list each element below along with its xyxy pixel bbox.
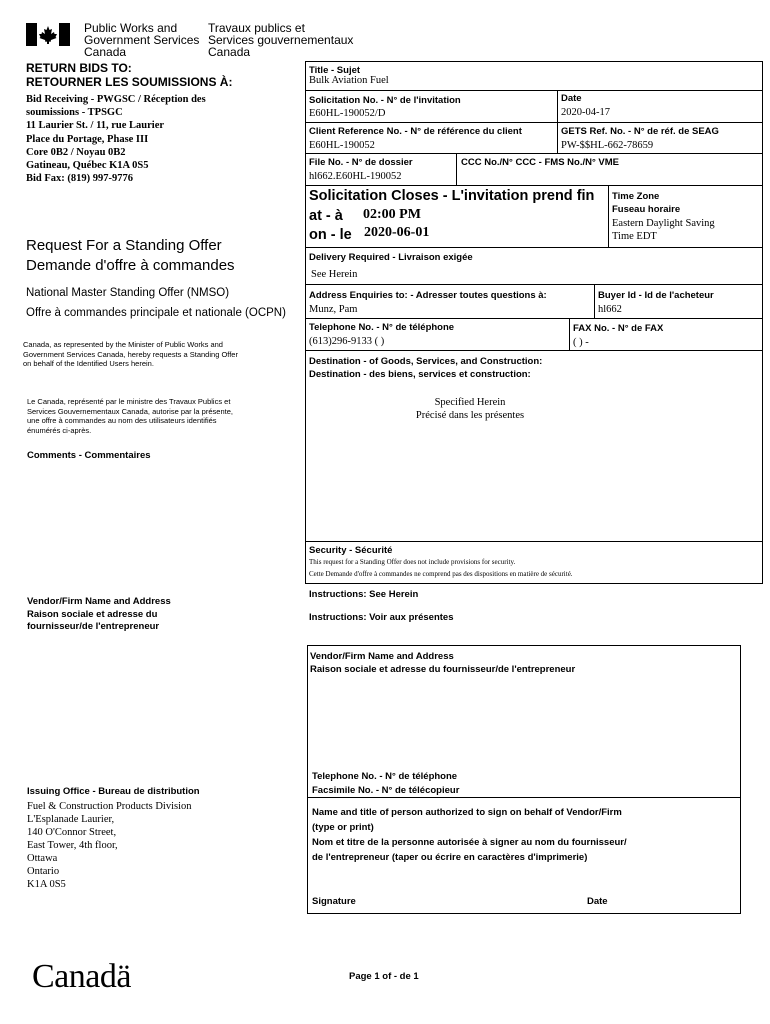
vendor-left-line: Vendor/Firm Name and Address <box>27 596 171 607</box>
date-value: 2020-04-17 <box>561 107 610 118</box>
destination-value-line: Précisé dans les présentes <box>415 410 525 421</box>
file-value: hl662.E60HL-190052 <box>309 171 402 182</box>
office-line: 140 O'Connor Street, <box>27 827 117 838</box>
at-label: at - à <box>309 208 343 224</box>
fax-label: FAX No. - N° de FAX <box>573 323 664 334</box>
telephone-value: (613)296-9133 ( ) <box>309 336 385 347</box>
signature-label: Signature <box>312 896 356 907</box>
office-line: Ontario <box>27 866 60 877</box>
offer-type-fr: Offre à commandes principale et nationale (OCPN) <box>26 307 286 319</box>
paragraph-line: Services Gouvernementaux Canada, autorise par la présente, <box>27 406 233 416</box>
page-number: Page 1 of - de 1 <box>349 971 419 982</box>
paragraph-line: on behalf of the Identified Users herein. <box>23 359 154 368</box>
vendor-facsimile-label: Facsimile No. - N° de télécopieur <box>312 785 460 796</box>
comments-label: Comments - Commentaires <box>27 450 151 461</box>
ccc-label: CCC No./N° CCC - FMS No./N° VME <box>461 157 620 168</box>
timezone-value-line: Time EDT <box>612 231 657 242</box>
dept-en-line: Government Services <box>84 33 200 47</box>
issuing-office-label: Issuing Office - Bureau de distribution <box>27 786 200 797</box>
gets-value: PW-$$HL-662-78659 <box>561 140 654 151</box>
destination-label <box>309 356 542 381</box>
address-line: Core 0B2 / Noyau 0B2 <box>26 146 126 158</box>
paragraph-line: Le Canada, représenté par le ministre des Travaux Publics et <box>27 397 231 406</box>
request-paragraph-fr <box>27 397 233 435</box>
return-bids-title-fr: RETOURNER LES SOUMISSIONS À: <box>26 75 233 89</box>
office-line: K1A 0S5 <box>27 879 66 890</box>
destination-label-line: Destination - des biens, services et construction: <box>309 368 531 380</box>
security-label: Security - Sécurité <box>309 545 393 556</box>
return-bids-title <box>26 61 232 89</box>
vendor-box-label <box>310 651 575 676</box>
client-ref-value: E60HL-190052 <box>309 140 375 151</box>
security-fr: Cette Demande d'offre à commandes ne comprend pas des dispositions en matière de sécurité. <box>309 570 573 578</box>
at-value: 02:00 PM <box>363 207 421 222</box>
address-line: soumissions - TPSGC <box>26 107 123 119</box>
instructions-fr: Instructions: Voir aux présentes <box>309 612 454 623</box>
title-value: Bulk Aviation Fuel <box>309 75 389 86</box>
canada-wordmark: Canadä <box>32 958 131 995</box>
office-line: L'Esplanade Laurier, <box>27 814 115 825</box>
authorized-person-line: Name and title of person authorized to sign on behalf of Vendor/Firm <box>312 807 622 818</box>
request-paragraph-en <box>23 340 238 369</box>
buyer-id-value: hl662 <box>598 304 622 315</box>
on-value: 2020-06-01 <box>364 225 430 240</box>
office-line: Fuel & Construction Products Division <box>27 801 192 812</box>
paragraph-line: Government Services Canada, hereby requests a Standing Offer <box>23 349 238 359</box>
office-line: East Tower, 4th floor, <box>27 840 118 851</box>
offer-type <box>26 283 286 323</box>
return-bids-title-en: RETURN BIDS TO: <box>26 61 132 75</box>
delivery-value: See Herein <box>311 269 358 280</box>
destination-value <box>305 396 635 422</box>
address-line: Bid Receiving - PWGSC / Réception des <box>26 94 206 105</box>
timezone-label <box>612 190 680 216</box>
paragraph-line: énumérés ci-après. <box>27 425 92 435</box>
destination-value-line: Specified Herein <box>434 397 506 408</box>
vendor-left-label <box>27 596 171 634</box>
address-line: 11 Laurier St. / 11, rue Laurier <box>26 120 165 132</box>
closes-label: Solicitation Closes - L'invitation prend fin <box>309 188 595 204</box>
authorized-person-line: (type or print) <box>312 822 374 833</box>
authorized-person-label <box>312 805 627 865</box>
vendor-telephone-label: Telephone No. - N° de téléphone <box>312 771 458 782</box>
vendor-box-label-line: Raison sociale et adresse du fournisseur/de l'entrepreneur <box>310 663 576 675</box>
dept-en-line: Canada <box>84 45 127 59</box>
authorized-person-line: Nom et titre de la personne autorisée à signer au nom du fournisseur/ <box>312 837 627 848</box>
client-ref-label: Client Reference No. - N° de référence du client <box>309 126 522 137</box>
gets-label: GETS Ref. No. - N° de réf. de SEAG <box>561 126 719 137</box>
request-title-en: Request For a Standing Offer <box>26 237 222 254</box>
destination-label-line: Destination - of Goods, Services, and Construction: <box>309 356 543 367</box>
instructions-en: Instructions: See Herein <box>309 589 419 600</box>
authorized-person-line: de l'entrepreneur (taper ou écrire en caractères d'imprimerie) <box>312 852 588 863</box>
paragraph-line: une offre à commandes au nom des utilisateurs identifiés <box>27 416 217 425</box>
timezone-label-en: Time Zone <box>612 191 660 202</box>
signature-date-label: Date <box>587 896 608 907</box>
vendor-left-line: fournisseur/de l'entrepreneur <box>27 621 160 632</box>
timezone-label-fr: Fuseau horaire <box>612 204 681 215</box>
dept-fr-line: Travaux publics et <box>208 21 305 35</box>
dept-fr-line: Services gouvernementaux <box>208 33 354 47</box>
address-enquiries-value: Munz, Pam <box>309 304 358 315</box>
canada-flag-logo <box>26 23 70 46</box>
security-en: This request for a Standing Offer does not include provisions for security. <box>309 558 516 566</box>
vendor-box-label-line: Vendor/Firm Name and Address <box>310 651 454 662</box>
solicitation-value: E60HL-190052/D <box>309 108 386 119</box>
fax-value: ( ) - <box>573 337 589 348</box>
issuing-office-address <box>27 800 192 891</box>
timezone-value-line: Eastern Daylight Saving <box>612 218 715 229</box>
delivery-label: Delivery Required - Livraison exigée <box>309 252 473 263</box>
request-title <box>26 236 235 276</box>
address-line: Gatineau, Québec K1A 0S5 <box>26 160 149 172</box>
paragraph-line: Canada, as represented by the Minister of Public Works and <box>23 340 223 349</box>
department-name-fr <box>208 22 353 58</box>
date-label: Date <box>561 93 582 104</box>
buyer-id-label: Buyer Id - Id de l'acheteur <box>598 290 714 301</box>
address-line: Place du Portage, Phase III <box>26 133 149 145</box>
telephone-label: Telephone No. - N° de téléphone <box>309 322 455 333</box>
dept-en-line: Public Works and <box>84 21 178 35</box>
address-enquiries-label: Address Enquiries to: - Adresser toutes questions à: <box>309 290 547 301</box>
offer-type-en: National Master Standing Offer (NMSO) <box>26 287 230 299</box>
bid-fax: Bid Fax: (819) 997-9776 <box>26 173 134 185</box>
vendor-left-line: Raison sociale et adresse du <box>27 608 158 620</box>
timezone-value <box>612 217 715 243</box>
title-label: Title - Sujet <box>309 65 361 76</box>
solicitation-label: Solicitation No. - N° de l'invitation <box>309 95 461 106</box>
request-title-fr: Demande d'offre à commandes <box>26 257 235 274</box>
file-label: File No. - N° de dossier <box>309 157 413 168</box>
office-line: Ottawa <box>27 853 58 864</box>
on-label: on - le <box>309 227 352 243</box>
dept-fr-line: Canada <box>208 45 251 59</box>
return-bids-address <box>26 93 206 185</box>
department-name-en <box>84 22 199 58</box>
